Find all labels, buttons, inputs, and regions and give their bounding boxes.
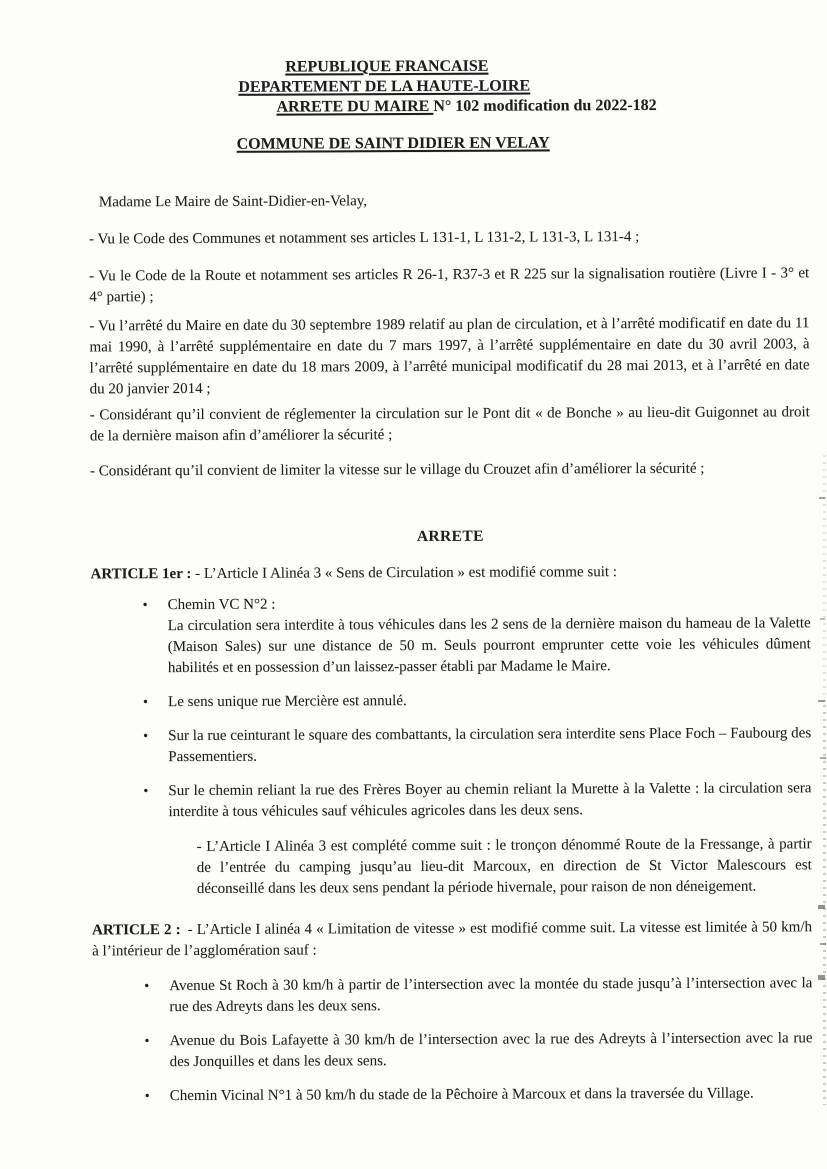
article1-addendum: - L’Article I Alinéa 3 est complété comme suit : le tronçon dénommé Route de la Fressange, à partir de l’entrée du camping jusqu’au lieu-dit Marcoux, en direction de St Victor Malescours est déconseillé dans les deux sens pendant la période hivernale, pour raison de non déneigement. (196, 836, 812, 897)
bullet-icon (143, 781, 168, 823)
bullet-item (143, 592, 811, 679)
bullet-icon (144, 976, 169, 1018)
bullet-item (144, 1028, 812, 1073)
clause-vu-code-communes: - Vu le Code des Communes et notamment ses articles L 131-1, L 131-2, L 131-3, L 131-4 ; (88, 229, 640, 248)
scan-artifact (819, 497, 825, 499)
article1-intro (90, 561, 810, 585)
scan-artifact (820, 618, 825, 620)
bullet-icon (145, 1086, 170, 1107)
bullet-item (145, 1083, 813, 1107)
header-arrete-du-maire (276, 95, 808, 117)
salutation: Madame Le Maire de Saint-Didier-en-Velay, (98, 193, 368, 211)
clause-vu-code-route: - Vu le Code de la Route et notamment ses articles R 26-1, R37-3 et R 225 sur la signalisation routière (Livre I - 3° et 4° partie) ; (89, 265, 810, 306)
clause-considerant-crouzet: - Considérant qu’il convient de limiter la vitesse sur le village du Crouzet afin d’améliorer la sécurité ; (89, 460, 705, 480)
clause-vu-arretes: - Vu l’arrêté du Maire en date du 30 septembre 1989 relatif au plan de circulation, et à l’arrêté modificatif en date du 11 mai 1990, à l’arrêté supplémentaire en date du 7 mars 1997, à l’arrêté supplémentaire en date du 30 avril 2003, à l’arrêté supplémentaire en date du 18 mars 2009, à l’arrêté municipal modificatif du 28 mai 2013, et à l’arrêté en date du 20 janvier 2014 ; (89, 315, 810, 398)
bullet-text: Sur le chemin reliant la rue des Frères Boyer au chemin reliant la Murette à la Valette : la circulation sera interdite à tous véhicules sauf véhicules agricoles dans les deux sens. (168, 780, 812, 821)
scan-artifact (818, 975, 825, 980)
bullet-title: Chemin VC N°2 : (167, 596, 276, 614)
bullet-text: Chemin Vicinal N°1 à 50 km/h du stade de la Pêchoire à Marcoux et dans la traversée du Village. (169, 1085, 754, 1105)
decree-heading: ARRETE (416, 527, 484, 545)
article2-intro (92, 917, 812, 962)
bullet-icon (144, 1031, 169, 1073)
header-arrete-title: ARRETE DU MAIRE (276, 97, 434, 116)
bullet-item (143, 778, 811, 823)
bullet-item (143, 689, 811, 713)
bullet-icon (143, 595, 168, 679)
article1-bullets (91, 592, 812, 823)
bullet-text: Le sens unique rue Mercière est annulé. (167, 693, 407, 711)
clause-considerant-bonche: - Considérant qu’il convient de réglementer la circulation sur le Pont dit « de Bonche » au lieu-dit Guigonnet au droit de la dernière maison afin d’améliorer la sécurité ; (89, 404, 810, 445)
scan-artifact (820, 943, 826, 945)
article1-intro-text: - L’Article I Alinéa 3 « Sens de Circulation » est modifié comme suit : (191, 564, 617, 582)
header-arrete-number: N° 102 modification du 2022-182 (433, 96, 657, 115)
header-commune: COMMUNE DE SAINT DIDIER EN VELAY (236, 134, 550, 153)
bullet-text: Sur la rue ceinturant le square des combattants, la circulation sera interdite sens Place Foch – Faubourg des Passementiers. (168, 725, 812, 766)
article2-intro-text: - L’Article I alinéa 4 « Limitation de vitesse » est modifié comme suit. La vitesse est limitée à 50 km/h à l’intérieur de l’agglomération sauf : (92, 919, 813, 960)
bullet-text: Avenue St Roch à 30 km/h à partir de l’intersection avec la montée du stade jusqu’à l’intersection avec la rue des Adreyts dans les deux sens. (169, 975, 813, 1016)
document-header (88, 55, 808, 155)
scan-artifact (818, 905, 825, 909)
article2-label: ARTICLE 2 : (91, 922, 181, 939)
bullet-text: Avenue du Bois Lafayette à 30 km/h de l’intersection avec la rue des Adreyts à l’intersection avec la rue des Jonquilles et dans les deux sens. (169, 1030, 813, 1071)
bullet-icon (143, 692, 168, 713)
scan-artifact (823, 455, 826, 705)
bullet-item (144, 973, 812, 1018)
bullet-text: Chemin VC N°2 : La circulation sera interdite à tous véhicules dans les 2 sens de la dernière maison du hameau de la Valette (Maison Sales) sur une distance de 50 m. Seuls pourront emprunter cette voie les véhicules dûment habilités et en possession d’un laissez-passer établi par Madame le Maire. (168, 592, 811, 679)
header-republique: REPUBLIQUE FRANCAISE (285, 57, 489, 76)
article2-bullets (92, 973, 813, 1107)
article1-label: ARTICLE 1er : (90, 565, 192, 583)
bullet-icon (143, 726, 168, 768)
header-departement: DEPARTEMENT DE LA HAUTE-LOIRE (238, 77, 531, 96)
scan-artifact (818, 700, 825, 702)
bullet-item (143, 723, 811, 768)
scan-artifact (820, 757, 826, 759)
